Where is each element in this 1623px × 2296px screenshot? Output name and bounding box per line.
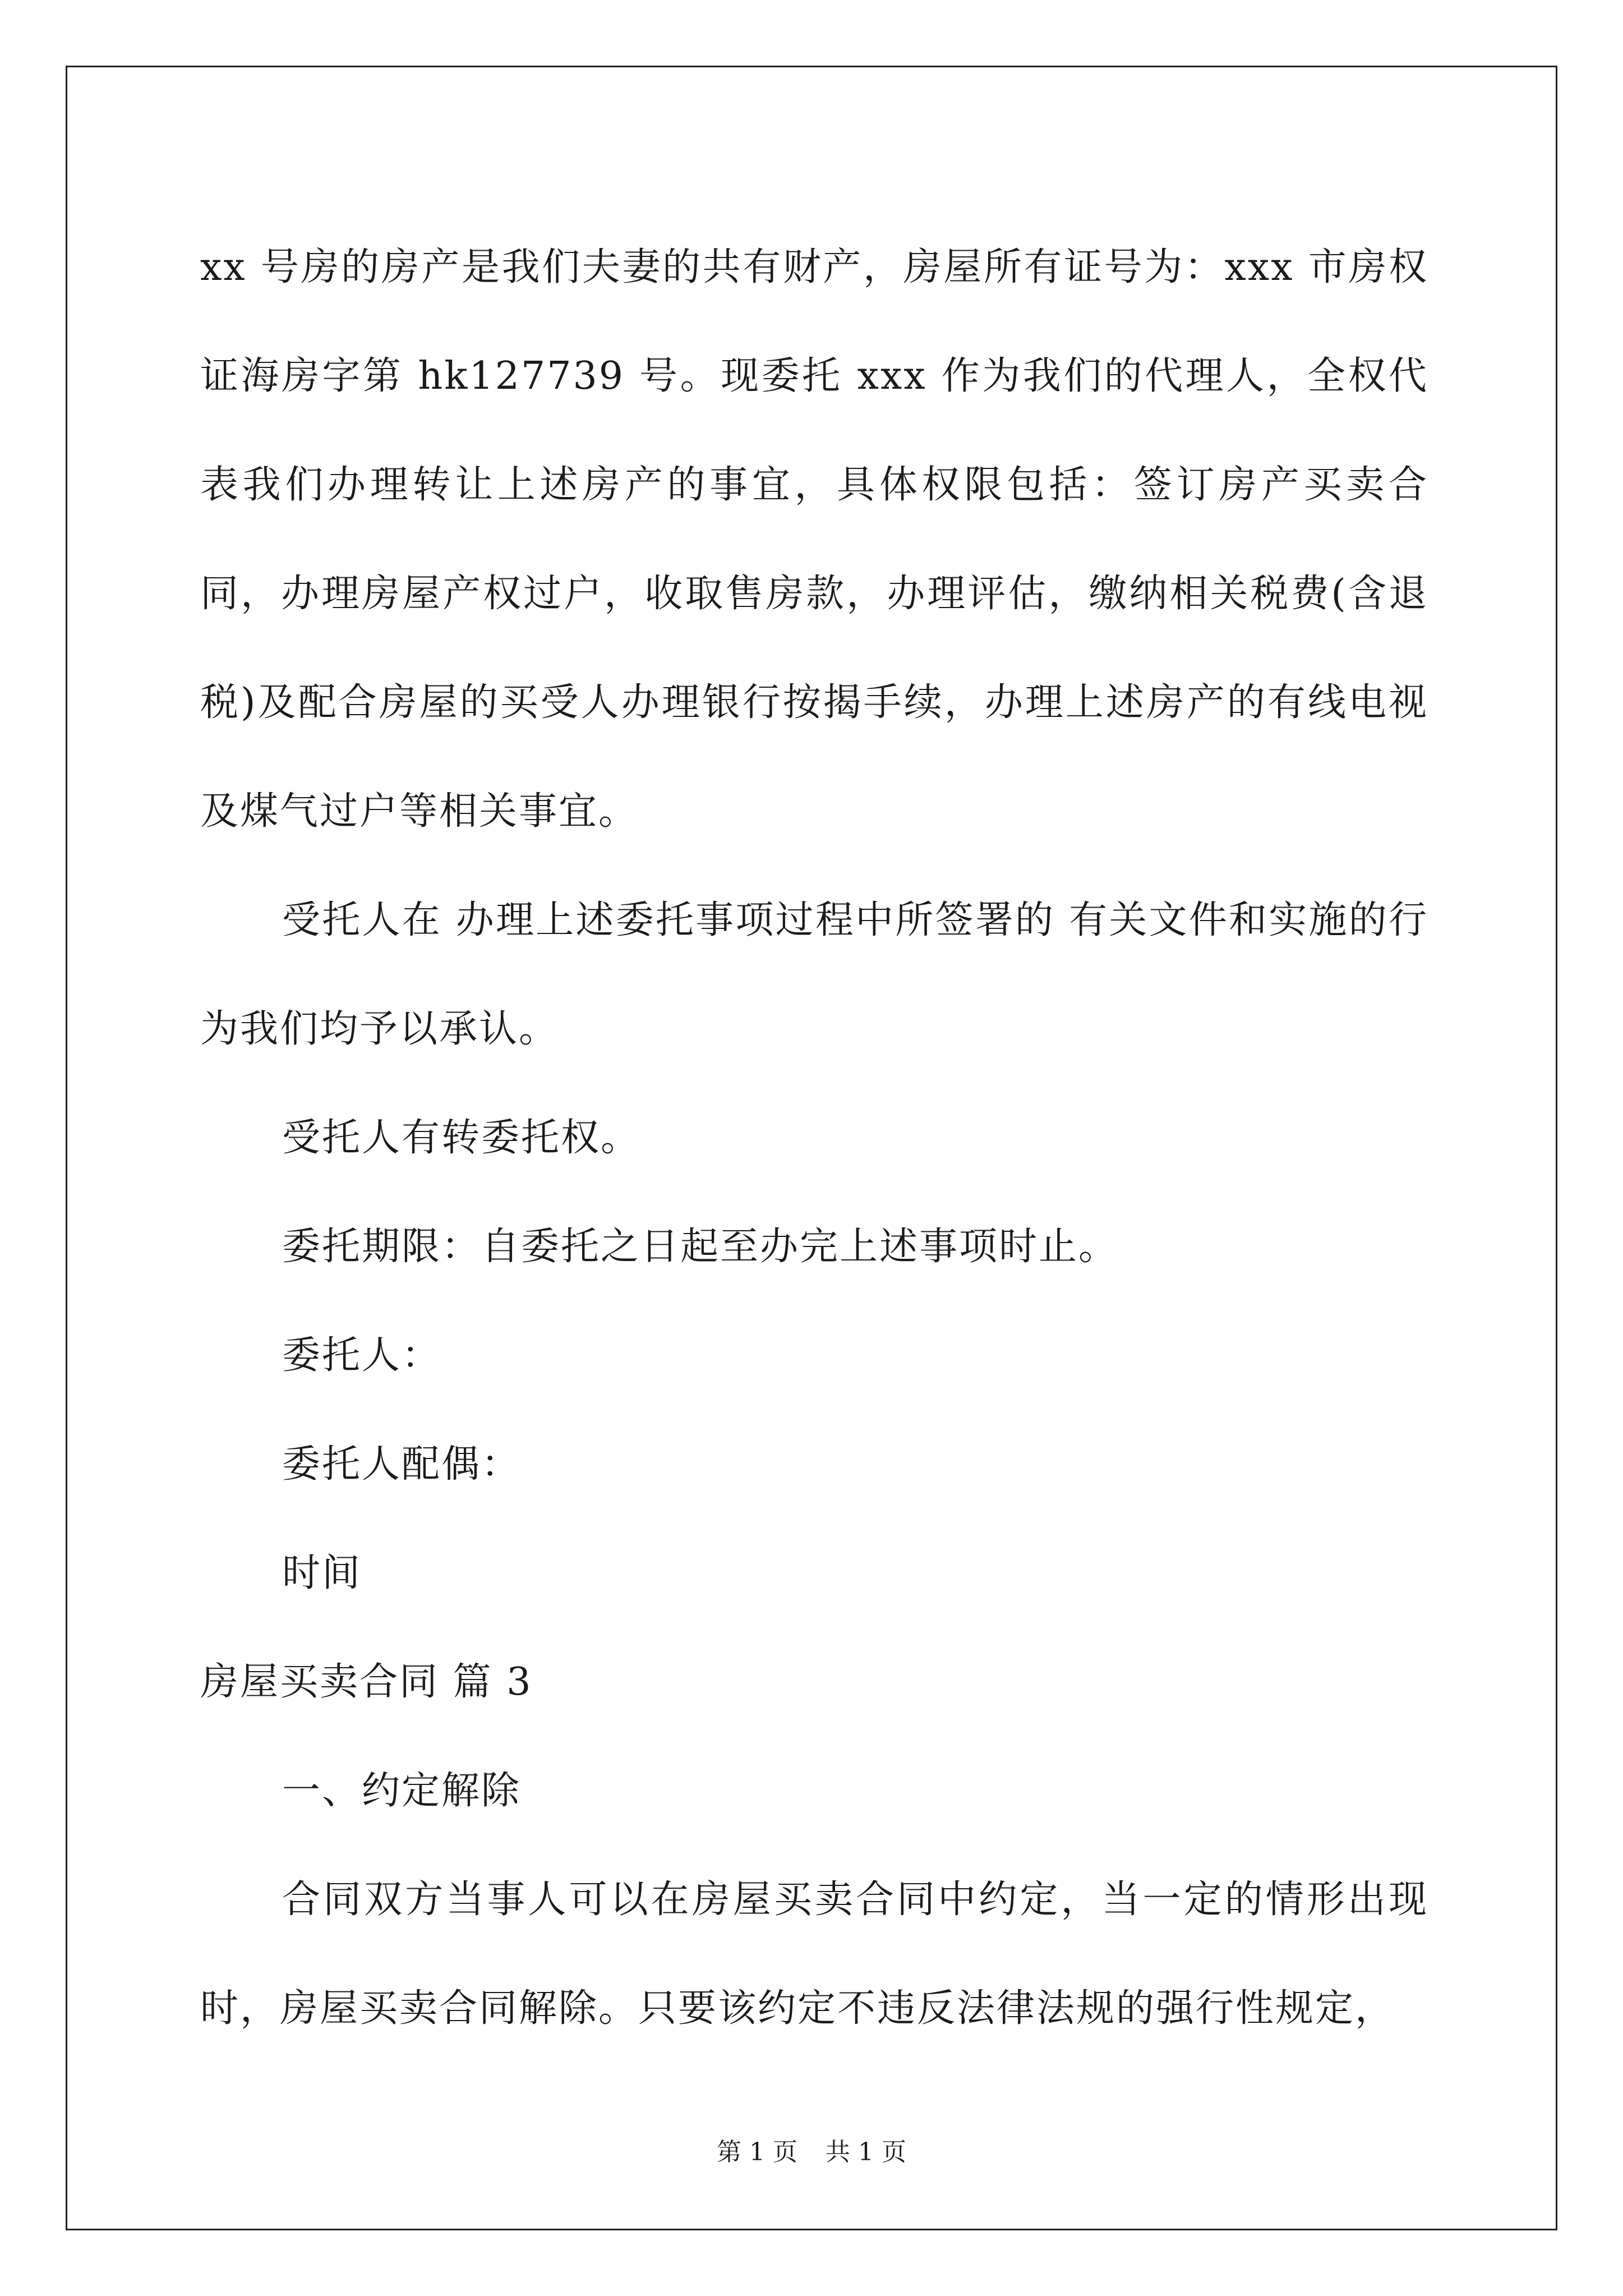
page-number: 第 1 页	[717, 2138, 797, 2166]
page-total: 共 1 页	[826, 2138, 906, 2166]
subsection-heading: 一、约定解除	[282, 1769, 522, 1813]
paragraph-term: 委托期限：自委托之日起至办完上述事项时止。	[282, 1225, 1119, 1269]
document-body	[200, 213, 1428, 2063]
paragraph-trustee-acts: 受托人在 办理上述委托事项过程中所签署的 有关文件和实施的行为我们均予以承认。	[200, 898, 1428, 1051]
paragraph-spouse-label: 委托人配偶：	[282, 1442, 522, 1487]
paragraph-property-ownership: xx 号房的房产是我们夫妻的共有财产，房屋所有证号为：xxx 市房权证海房字第 hk127739 号。现委托 xxx 作为我们的代理人，全权代表我们办理转让上述房产的事宜，具体权限包括：签订房产买卖合同，办理房屋产权过户，收取售房款，办理评估，缴纳相关税费(含退税)及配合房屋的买受人办理银行按揭手续，办理上述房产的有线电视及煤气过户等相关事宜。	[200, 245, 1428, 834]
section-heading: 房屋买卖合同 篇 3	[200, 1660, 533, 1704]
page-footer	[0, 2132, 1623, 2168]
paragraph-agreed-termination: 合同双方当事人可以在房屋买卖合同中约定，当一定的情形出现时，房屋买卖合同解除。只要该约定不违反法律法规的强行性规定，	[200, 1878, 1428, 2031]
paragraph-principal-label: 委托人：	[282, 1333, 442, 1378]
paragraph-date-label: 时间	[282, 1551, 362, 1595]
paragraph-sub-delegation: 受托人有转委托权。	[282, 1116, 641, 1160]
